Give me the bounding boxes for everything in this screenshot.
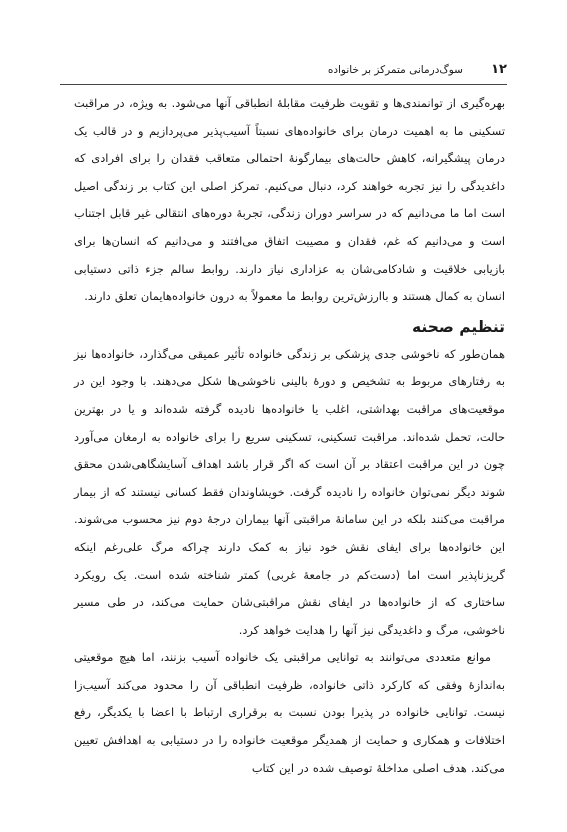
body-paragraph: همان‌طور که ناخوشی جدی پزشکی بر زندگی خانواده تأثیر عمیقی می‌گذارد، خانواده‌ها نیز به رفتارهای مربوط به تشخیص و دورهٔ بالینی ناخوشی‌ها شکل می‌دهند. با وجود این در موقعیت‌های مراقبت بهداشتی، اغلب یا خانواده‌ها نادیده گرفته شده‌اند و یا در بهترین حالت، تحمل شده‌اند. مراقبت تسکینی، تسکینی سریع را برای خانواده به ارمغان می‌آورد چون در این مراقبت اعتقاد بر آن است که اگر قرار باشد اهداف آسایشگاهی‌شدن محقق شوند دیگر نمی‌توان خانواده را نادیده گرفت. خویشاوندان فقط کسانی نیستند که از بیمار مراقبت می‌کنند بلکه در این سامانهٔ مراقبتی آنها بیماران درجهٔ دوم نیز محسوب می‌شوند. این خانواده‌ها برای ایفای نقش خود نیاز به کمک دارند چراکه مرگ علی‌رغم اینکه گریزناپذیر است اما (دست‌کم در جامعهٔ غربی) کمتر شناخته شده است. یک رویکرد ساختاری که از خانواده‌ها در ایفای نقش مراقبتی‌شان حمایت می‌کند، در طی مسیر ناخوشی، مرگ و داغدیدگی نیز آنها را هدایت خواهد کرد. (74, 346, 505, 637)
running-head (60, 62, 507, 82)
running-title: سوگ‌درمانی متمرکز بر خانواده (327, 64, 463, 76)
page-body (74, 90, 505, 782)
section-heading: تنظیم صحنه (412, 317, 505, 336)
page-number: ۱۲ (491, 62, 507, 77)
body-paragraph: موانع متعددی می‌توانند به توانایی مراقبتی یک خانواده آسیب بزنند، اما هیچ موقعیتی به‌اندازهٔ وفقی که کارکرد ذاتی خانواده، ظرفیت انطباقی آن را محدود می‌کند آسیب‌زا نیست. توانایی خانواده در پذیرا بودن نسبت به برقراری ارتباط با اعضا با یکدیگر، رفع اختلافات و همکاری و حمایت از همدیگر موقعیت خانواده را در دستیابی به اهدافش تعیین می‌کند. هدف اصلی مداخلهٔ توصیف شده در این کتاب (74, 650, 505, 775)
body-paragraph: بهره‌گیری از توانمندی‌ها و تقویت ظرفیت مقابلهٔ انطباقی آنها می‌شود. به ویژه، در مراقبت تسکینی ما به اهمیت درمان برای خانواده‌های نسبتاً آسیب‌پذیر می‌پردازیم و در قالب یک درمان پیشگیرانه، کاهش حالت‌های بیمارگونهٔ احتمالی متعاقب فقدان را برای افرادی که داغدیدگی را نیز تجربه خواهند کرد، دنبال می‌کنیم. تمرکز اصلی این کتاب بر زندگی اصیل است اما ما می‌دانیم که در سراسر دوران زندگی، تجربهٔ دوره‌های انتقالی غیر قابل اجتناب است و می‌دانیم که غم، فقدان و مصیبت اتفاق می‌افتند و می‌دانیم که انسان‌ها برای بازیابی خلاقیت و شادکامی‌شان به عزاداری نیاز دارند. روابط سالم جزء ذاتی دستیابی انسان به کمال هستند و باارزش‌ترین روابط ما معمولاً به درون خانواده‌هایمان تعلق دارند. (74, 96, 505, 304)
header-rule (60, 84, 507, 85)
